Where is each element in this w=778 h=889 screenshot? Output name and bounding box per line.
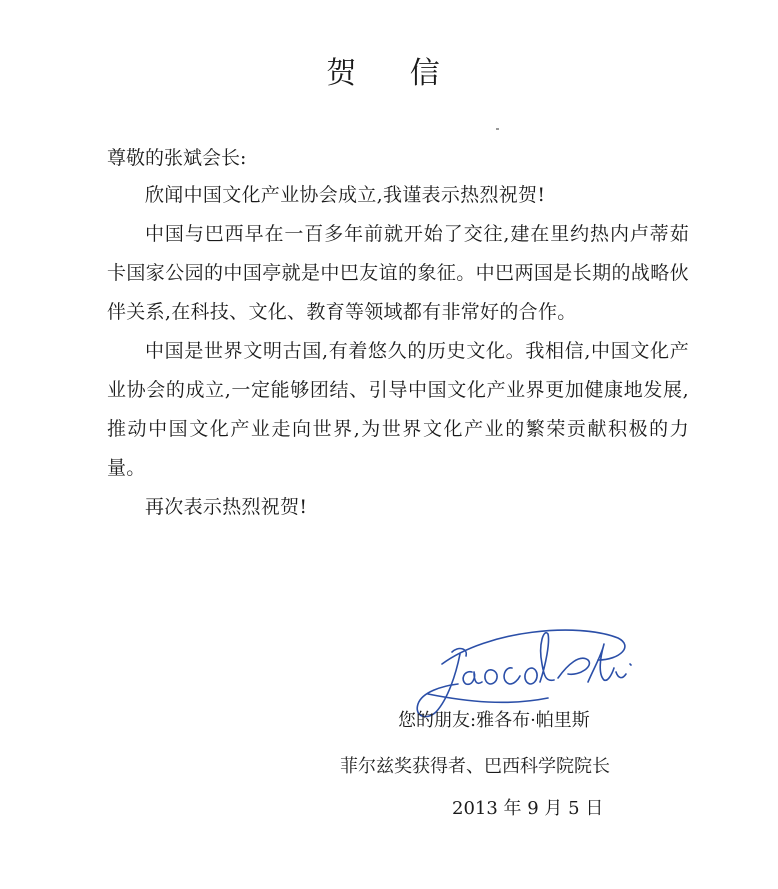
salutation: 尊敬的张斌会长: [107, 147, 247, 169]
sender-credentials: 菲尔兹奖获得者、巴西科学院院长 [340, 756, 610, 777]
letter-body [107, 176, 689, 527]
letter-title: 贺 信 [326, 56, 462, 91]
letter-date: 2013 年 9 月 5 日 [452, 798, 604, 819]
signature-strokes [417, 630, 631, 717]
paragraph-friendship: 中国与巴西早在一百多年前就开始了交往,建在里约热内卢蒂茹卡国家公园的中国亭就是中巴友谊的象征。中巴两国是长期的战略伙伴关系,在科技、文化、教育等领域都有非常好的合作。 [107, 223, 689, 323]
paragraph-culture: 中国是世界文明古国,有着悠久的历史文化。我相信,中国文化产业协会的成立,一定能够团结、引导中国文化产业界更加健康地发展,推动中国文化产业走向世界,为世界文化产业的繁荣贡献积极的力量。 [107, 340, 689, 479]
closing-signoff: 您的朋友:雅各布·帕里斯 [398, 710, 590, 731]
scan-speck [496, 128, 499, 130]
paragraph-closing-wish: 再次表示热烈祝贺! [145, 496, 308, 518]
paragraph-congratulation: 欣闻中国文化产业协会成立,我谨表示热烈祝贺! [145, 184, 546, 206]
